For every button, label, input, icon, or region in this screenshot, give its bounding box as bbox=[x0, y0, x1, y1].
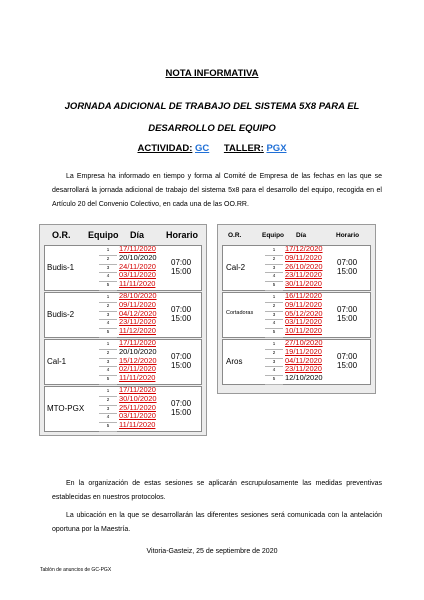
equipo-number: 2 bbox=[265, 302, 283, 312]
equipo-number: 2 bbox=[99, 302, 117, 312]
equipo-number: 1 bbox=[99, 340, 117, 350]
or-group bbox=[222, 245, 371, 291]
date-cell: 11/11/2020 bbox=[119, 373, 156, 383]
or-name: Cortadoras bbox=[226, 310, 254, 316]
horario-cell bbox=[171, 305, 191, 323]
horario-time: 15:00 bbox=[171, 408, 192, 417]
header-equipo: Equipo bbox=[262, 232, 285, 239]
taller-label: TALLER: bbox=[223, 143, 264, 154]
date-cell: 19/11/2020 bbox=[285, 346, 322, 356]
date-cell: 17/11/2020 bbox=[119, 244, 156, 253]
date-cell: 05/12/2020 bbox=[285, 308, 323, 318]
equipo-number: 2 bbox=[99, 255, 117, 265]
header-horario: Horario bbox=[166, 230, 199, 240]
equipo-number: 3 bbox=[99, 311, 117, 321]
date-cell: 27/10/2020 bbox=[285, 338, 323, 347]
horario-time: 15:00 bbox=[337, 361, 358, 370]
equipo-number: 3 bbox=[265, 264, 283, 274]
document-title: NOTA INFORMATIVA bbox=[165, 68, 259, 79]
date-cell: 03/11/2020 bbox=[285, 317, 322, 327]
equipo-column bbox=[265, 293, 283, 337]
date-cell: 20/10/2020 bbox=[119, 252, 157, 262]
or-group bbox=[44, 386, 202, 432]
equipo-number: 2 bbox=[99, 396, 117, 406]
horario-time: 07:00 bbox=[171, 352, 192, 361]
equipo-number: 4 bbox=[99, 272, 117, 282]
equipo-number: 5 bbox=[99, 375, 117, 385]
equipo-number: 2 bbox=[265, 255, 283, 265]
equipo-number: 4 bbox=[99, 366, 117, 376]
schedule-table-left bbox=[39, 224, 207, 436]
equipo-number: 1 bbox=[99, 293, 117, 303]
horario-time: 15:00 bbox=[337, 314, 358, 323]
header-or: O.R. bbox=[228, 232, 242, 239]
date-cell: 17/12/2020 bbox=[285, 244, 323, 253]
paragraph-location: La ubicación en la que se desarrollarán las diferentes sesiones será comunicada con la antelación oportuna por la Maestría. bbox=[52, 512, 382, 533]
or-group bbox=[44, 245, 202, 291]
equipo-number: 5 bbox=[265, 281, 283, 291]
equipo-number: 5 bbox=[99, 422, 117, 432]
date-cell: 09/11/2020 bbox=[285, 252, 322, 262]
horario-cell bbox=[337, 352, 357, 370]
equipo-number: 2 bbox=[265, 349, 283, 359]
date-cell: 17/11/2020 bbox=[119, 385, 156, 394]
intro-paragraph: La Empresa ha informado en tiempo y forma al Comité de Empresa de las fechas en las que se desarrollará la jornada adicional de trabajo del sistema 5x8 para el desarrollo del equipo, recogida en el Artículo 20 del Convenio Colectivo, en cada una de las OO.RR. bbox=[52, 173, 382, 208]
equipo-number: 4 bbox=[265, 366, 283, 376]
date-cell: 23/11/2020 bbox=[285, 364, 322, 374]
or-name: Aros bbox=[226, 357, 243, 366]
horario-cell bbox=[171, 258, 191, 276]
notice-board-label: Tablón de anuncios de GC-PGX bbox=[40, 567, 112, 573]
date-cell: 11/12/2020 bbox=[119, 326, 156, 336]
horario-cell bbox=[171, 352, 191, 370]
date-cell: 11/11/2020 bbox=[119, 420, 156, 430]
or-group bbox=[44, 292, 202, 338]
equipo-number: 3 bbox=[265, 311, 283, 321]
date-cell: 20/10/2020 bbox=[119, 346, 157, 356]
actividad-label: ACTIVIDAD: bbox=[137, 143, 193, 154]
schedule-table-right bbox=[217, 224, 376, 394]
equipo-number: 1 bbox=[265, 293, 283, 303]
horario-cell bbox=[171, 399, 191, 417]
paragraph-organization: En la organización de estas sesiones se aplicarán escrupulosamente las medidas preventivas establecidas en nuestros protocolos. bbox=[52, 480, 382, 501]
horario-time: 07:00 bbox=[171, 305, 192, 314]
activity-line bbox=[0, 143, 424, 154]
taller-value: PGX bbox=[266, 143, 287, 154]
horario-cell bbox=[337, 258, 357, 276]
date-cell: 15/12/2020 bbox=[119, 355, 157, 365]
date-cell: 30/10/2020 bbox=[119, 393, 157, 403]
horario-time: 15:00 bbox=[171, 361, 192, 370]
horario-time: 07:00 bbox=[171, 258, 192, 267]
header-horario: Horario bbox=[336, 232, 360, 239]
equipo-number: 4 bbox=[265, 319, 283, 329]
equipo-number: 3 bbox=[99, 358, 117, 368]
equipo-number: 4 bbox=[99, 319, 117, 329]
header-dia: Día bbox=[130, 230, 145, 240]
date-cell: 12/10/2020 bbox=[285, 373, 323, 383]
equipo-number: 1 bbox=[99, 246, 117, 256]
header-dia: Día bbox=[296, 232, 307, 239]
equipo-column bbox=[99, 340, 117, 384]
equipo-number: 1 bbox=[265, 340, 283, 350]
date-cell: 17/11/2020 bbox=[119, 338, 156, 347]
horario-time: 07:00 bbox=[337, 258, 358, 267]
equipo-column bbox=[99, 293, 117, 337]
date-cell: 24/11/2020 bbox=[119, 261, 156, 271]
date-cell: 25/11/2020 bbox=[119, 402, 156, 412]
equipo-number: 5 bbox=[99, 328, 117, 338]
equipo-number: 5 bbox=[99, 281, 117, 291]
date-cell: 04/11/2020 bbox=[285, 355, 322, 365]
date-cell: 09/11/2020 bbox=[119, 299, 156, 309]
equipo-number: 2 bbox=[99, 349, 117, 359]
horario-time: 15:00 bbox=[171, 267, 192, 276]
date-cell: 23/11/2020 bbox=[285, 270, 322, 280]
date-place-footer: Vitoria-Gasteiz, 25 de septiembre de 2020 bbox=[146, 548, 278, 555]
date-cell: 30/11/2020 bbox=[285, 279, 322, 289]
date-cell: 28/10/2020 bbox=[119, 291, 157, 300]
header-or: O.R. bbox=[52, 230, 71, 240]
date-cell: 26/10/2020 bbox=[285, 261, 323, 271]
horario-time: 07:00 bbox=[337, 305, 358, 314]
equipo-number: 3 bbox=[99, 264, 117, 274]
or-group bbox=[44, 339, 202, 385]
date-cell: 10/11/2020 bbox=[285, 326, 322, 336]
or-name: Budis-1 bbox=[47, 263, 75, 272]
horario-time: 15:00 bbox=[337, 267, 358, 276]
date-cell: 04/12/2020 bbox=[119, 308, 157, 318]
equipo-number: 5 bbox=[265, 328, 283, 338]
date-cell: 23/11/2020 bbox=[119, 317, 156, 327]
equipo-column bbox=[99, 246, 117, 290]
or-name: Cal-2 bbox=[226, 263, 246, 272]
equipo-number: 4 bbox=[99, 413, 117, 423]
header-equipo: Equipo bbox=[88, 230, 119, 240]
horario-time: 15:00 bbox=[171, 314, 192, 323]
date-cell: 16/11/2020 bbox=[285, 291, 322, 300]
or-name: MTO-PGX bbox=[47, 404, 85, 413]
horario-cell bbox=[337, 305, 357, 323]
equipo-number: 5 bbox=[265, 375, 283, 385]
equipo-number: 4 bbox=[265, 272, 283, 282]
equipo-column bbox=[265, 340, 283, 384]
equipo-column bbox=[265, 246, 283, 290]
equipo-number: 1 bbox=[265, 246, 283, 256]
date-cell: 02/11/2020 bbox=[119, 364, 156, 374]
document-subtitle: JORNADA ADICIONAL DE TRABAJO DEL SISTEMA 5X8 PARA EL DESARROLLO DEL EQUIPO bbox=[64, 101, 360, 134]
equipo-number: 3 bbox=[265, 358, 283, 368]
date-cell: 03/11/2020 bbox=[119, 411, 156, 421]
date-cell: 11/11/2020 bbox=[119, 279, 156, 289]
date-cell: 09/11/2020 bbox=[285, 299, 322, 309]
equipo-column bbox=[99, 387, 117, 431]
horario-time: 07:00 bbox=[171, 399, 192, 408]
horario-time: 07:00 bbox=[337, 352, 358, 361]
actividad-value: GC bbox=[195, 143, 210, 154]
or-group bbox=[222, 292, 371, 338]
equipo-number: 3 bbox=[99, 405, 117, 415]
equipo-number: 1 bbox=[99, 387, 117, 397]
or-group bbox=[222, 339, 371, 385]
or-name: Budis-2 bbox=[47, 310, 75, 319]
date-cell: 03/11/2020 bbox=[119, 270, 156, 280]
or-name: Cal-1 bbox=[47, 357, 67, 366]
